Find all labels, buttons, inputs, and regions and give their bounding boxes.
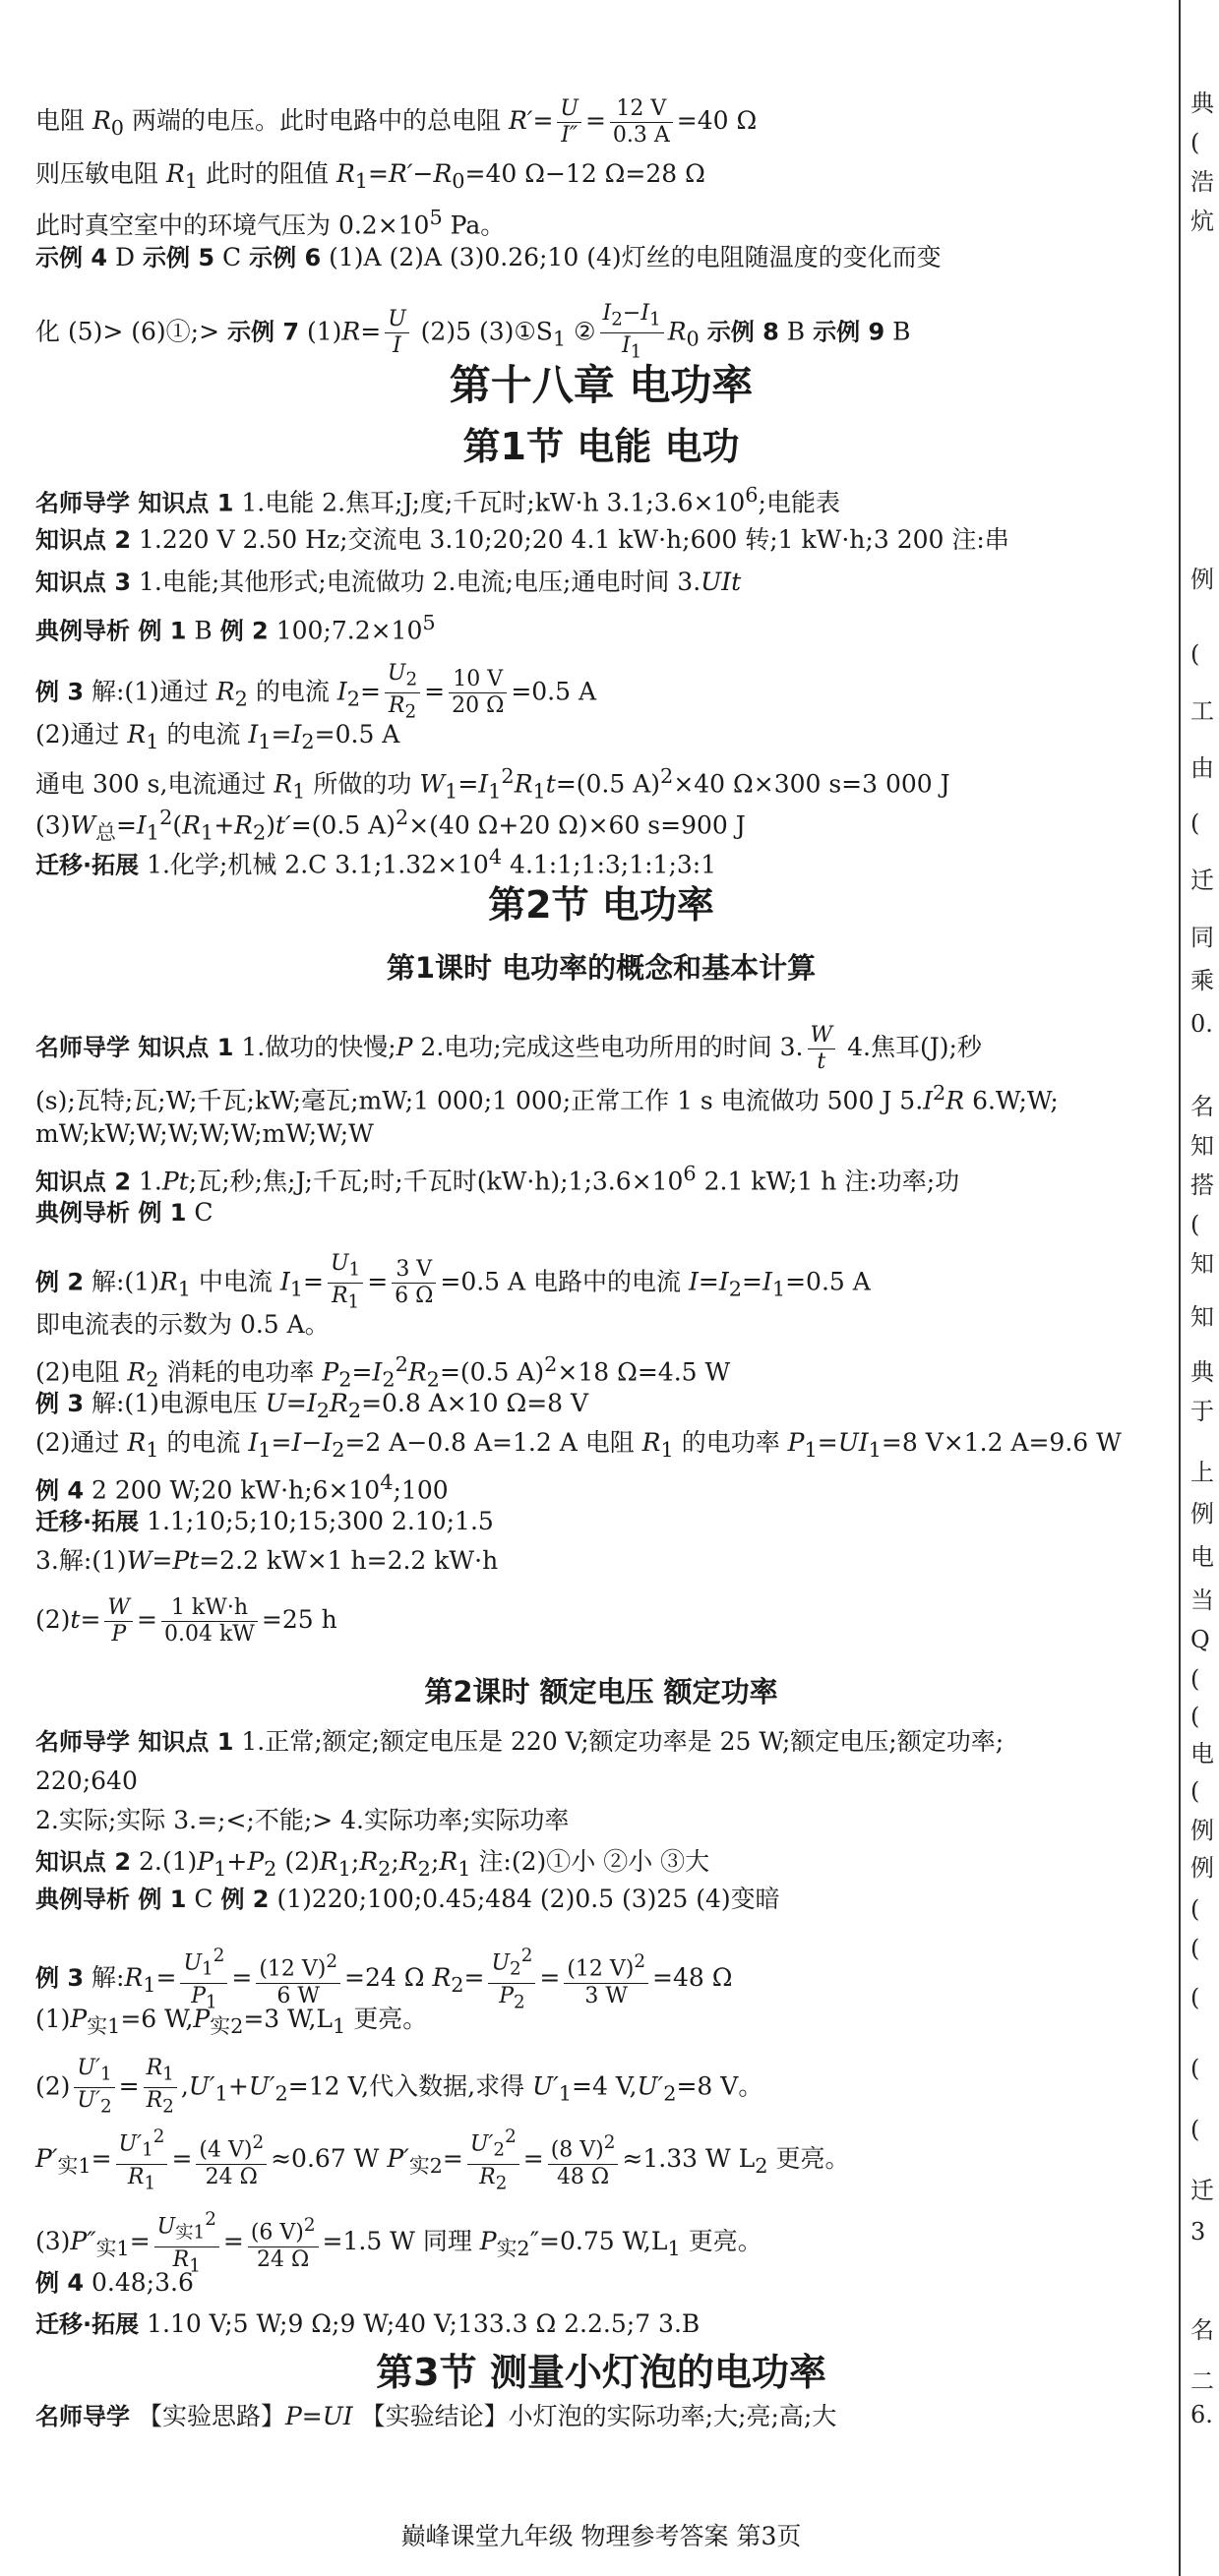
- fragment: (: [1190, 1984, 1200, 2011]
- text-line: 知识点 3 1.电能;其他形式;电流做功 2.电流;电压;通电时间 3.UIt: [35, 568, 742, 596]
- fragment: 迁: [1190, 2177, 1214, 2204]
- text-line: 3.解:(1)W=Pt=2.2 kW×1 h=2.2 kW·h: [35, 1546, 499, 1575]
- fragment: 0.: [1190, 1010, 1213, 1038]
- answer-page: [35, 0, 1167, 2576]
- text-line: 例 3 解$:R_1=$ $\frac{U_1^2}{P_1}$ = $\frac{(12 V)^2}{6 W}$ =24 Ω $R_2=$ $\frac{U_2^2}{P_2}$ = $\frac{(12 V)^2}{3 W}$ =48 Ω: [35, 1946, 733, 2013]
- section-title: 第2节 电功率: [488, 883, 714, 927]
- text-line: 名师导学 【实验思路】P=UI 【实验结论】小灯泡的实际功率;大;亮;高;大: [35, 2402, 837, 2430]
- text-line: 例 4 0.48;3.6: [35, 2268, 194, 2297]
- text-line: 则压敏电阻 $R_1$ 此时的阻值 $R_1=R'-R_0=40$ Ω−12 Ω=28 Ω: [35, 159, 705, 193]
- fragment: (: [1190, 2116, 1200, 2143]
- fragment: 例: [1190, 1500, 1214, 1528]
- text-line: 名师导学 知识点 1 1.做功的快慢;P 2.电功;完成这些电功所用的时间 3. $\frac{W}{t}$ 4.焦耳(J);秒: [35, 1023, 982, 1074]
- fragment: 于: [1190, 1398, 1214, 1425]
- text-line: 化 (5)> (6)①;> 示例 7 (1)R= $\frac{U}{I}$ (2)5 $(3)①S_1$ ② $\frac{I_2-I_1}{I_1}$ $R_0$ 示例 8 B 示例 9 B: [35, 301, 911, 363]
- text-line: 名师导学 知识点 1 1.电能 2.焦耳;J;度;千瓦时;kW·h $3.1;3.6\times 10^6$;电能表: [35, 483, 840, 517]
- text-line: $(3)W_总=I_1^2(R_1+R_2)t'=(0.5$ A)$^2$×(40 Ω+20 Ω)×60 s=900 J: [35, 806, 746, 845]
- text-line: 220;640: [35, 1767, 138, 1795]
- text-line: 迁移·拓展 1.10 V;5 W;9 Ω;9 W;40 V;133.3 Ω 2.2.5;7 3.B: [35, 2309, 701, 2338]
- section-title: 第1节 电能 电功: [462, 425, 740, 468]
- fragment: (: [1190, 640, 1200, 668]
- fragment: (: [1190, 1935, 1200, 1962]
- text-line: 即电流表的示数为 0.5 A。: [35, 1310, 330, 1339]
- text-line: $(1)P_{实1}=6$ $W,P_{实2}=3$ $W,L_1$ 更亮。: [35, 2005, 428, 2038]
- fragment: 知: [1190, 1303, 1214, 1331]
- text-line: 通电 300 s,电流通过 $R_1$ 所做的功 $W_1=I_1^2R_1t=(0.5$ A)$^2$×40 Ω×300 s=3 000 J: [35, 764, 950, 804]
- fragment: 例: [1190, 1854, 1214, 1882]
- text-line: 知识点 2 1.Pt;瓦;秒;焦;J;千瓦;时;千瓦时$(kW\cdot h);1;3.6\times 10^6$ 2.1 kW;1 h 注:功率;功: [35, 1162, 960, 1196]
- fragment: 3: [1190, 2218, 1206, 2246]
- text-line: 典例导析 例 1 B 例 2 $100;7.2\times 10^5$: [35, 611, 436, 645]
- fragment: 二: [1190, 2367, 1214, 2395]
- fragment: 典: [1190, 1358, 1214, 1386]
- fragment: 搭: [1190, 1171, 1214, 1199]
- chapter-title: 第十八章 电功率: [449, 361, 754, 409]
- fragment: 浩: [1190, 168, 1214, 196]
- text-line: 例 3 解:(1)电源电压 $U=I_2R_2=0.8$ A×10 Ω=8 V: [35, 1389, 589, 1422]
- fragment: 例: [1190, 1817, 1214, 1844]
- fragment: 工: [1190, 697, 1214, 725]
- column-divider: [1179, 0, 1181, 2576]
- text-line: $P'_{实1}=$ $\frac{U'_1^2}{R_1}$ = $\frac{(4 V)^2}{24 \Omega}$ ≈0.67 W $P'_{实2}=$ $\frac{U'_2^2}{R_2}$ = $\frac{(8 V)^2}{48 \Omega}$ ≈1.33 W $L_2$ 更亮。: [35, 2127, 850, 2194]
- fragment: 例: [1190, 566, 1214, 593]
- text-line: 名师导学 知识点 1 1.正常;额定;额定电压是 220 V;额定功率是 25 W;额定电压;额定功率;: [35, 1727, 1005, 1756]
- fragment: 名: [1190, 1093, 1214, 1120]
- text-line: (2)通过 $R_1$ 的电流 $I_1=I-I_2=2$ A−0.8 A=1.2 A 电阻 $R_1$ 的电功率 $P_1=UI_1=8$ V×1.2 A=9.6 W: [35, 1428, 1122, 1462]
- text-line: (s);瓦特;瓦;W;千瓦;kW;毫瓦;mW;1 000;1 000;正常工作 1 s 电流做功 500 J $5.I^2R$ 6.W;W;: [35, 1081, 1059, 1115]
- lesson-title: 第2课时 额定电压 额定功率: [424, 1675, 778, 1708]
- text-line: 电阻 $R_0$ 两端的电压。此时电路中的总电阻 R′= $\frac{U}{I''}$ = $\frac{12 V}{0.3 A}$ =40 Ω: [35, 96, 758, 148]
- fragment: 电: [1190, 1543, 1214, 1571]
- fragment: 同: [1190, 924, 1214, 951]
- fragment: (: [1190, 1665, 1200, 1693]
- fragment: (: [1190, 2055, 1200, 2082]
- text-line: (2) $\frac{U'_1}{U'_2}$ = $\frac{R_1}{R_2}$ $,U'_1+U'_2=12$ V,代入数据,求得 $U'_1=4$ $V,U'_2=8$ V。: [35, 2056, 763, 2118]
- text-line: 知识点 2 $2.(1)P_1+P_2$ $(2)R_1;R_2;R_2;R_1$ 注:(2)①小 ②小 ③大: [35, 1847, 710, 1881]
- fragment: (: [1190, 129, 1200, 156]
- page-footer: 巅峰课堂九年级 物理参考答案 第3页: [400, 2522, 802, 2550]
- fragment: 知: [1190, 1132, 1214, 1160]
- fragment: (: [1190, 809, 1200, 837]
- fragment: 迁: [1190, 867, 1214, 894]
- text-line: 典例导析 例 1 C: [35, 1198, 213, 1227]
- fragment: 上: [1190, 1459, 1214, 1486]
- section-title: 第3节 测量小灯泡的电功率: [376, 2351, 826, 2394]
- fragment: 乘: [1190, 967, 1214, 994]
- fragment: (: [1190, 1703, 1200, 1730]
- text-line: 例 4 2 200 W;20 $kW\cdot h;6\times 10^4;100$: [35, 1470, 449, 1505]
- fragment: 由: [1190, 754, 1214, 782]
- lesson-title: 第1课时 电功率的概念和基本计算: [386, 951, 817, 985]
- fragment: Q: [1190, 1626, 1210, 1653]
- text-line: 典例导析 例 1 C 例 2 (1)220;100;0.45;484 (2)0.5 (3)25 (4)变暗: [35, 1885, 780, 1913]
- fragment: (: [1190, 1211, 1200, 1238]
- fragment: 知: [1190, 1250, 1214, 1278]
- text-line: 2.实际;实际 3.=;<;不能;> 4.实际功率;实际功率: [35, 1806, 570, 1834]
- text-line: 此时真空室中的环境气压为 $0.2\times 10^5$ Pa。: [35, 206, 506, 240]
- text-line: (2)t= $\frac{W}{P}$ = $\frac{1 kW\cdot h}{0.04 kW}$ =25 h: [35, 1595, 337, 1647]
- text-line: 例 2 解$:(1)R_1$ 中电流 $I_1=$ $\frac{U_1}{R_1}$ = $\frac{3 V}{6 \Omega}$ =0.5 A 电路中的电流 $I=I_2=I_1=0.5$ A: [35, 1251, 871, 1313]
- text-line: 示例 4 D 示例 5 C 示例 6 (1)A (2)A (3)0.26;10 (4)灯丝的电阻随温度的变化而变: [35, 243, 942, 271]
- fragment: (: [1190, 1895, 1200, 1923]
- text-line: (2)电阻 $R_2$ 消耗的电功率 $P_2=I_2^2R_2=(0.5$ A)$^2$×18 Ω=4.5 W: [35, 1352, 731, 1392]
- fragment: 名: [1190, 2316, 1214, 2344]
- text-line: 迁移·拓展 1.化学;机械 2.C $3.1;1.32\times 10^4$ 4.1:1;1:3;1:1;3:1: [35, 845, 717, 879]
- text-line: (2)通过 $R_1$ 的电流 $I_1=I_2=0.5$ A: [35, 720, 400, 753]
- text-line: mW;kW;W;W;W;W;mW;W;W: [35, 1119, 374, 1148]
- text-line: 例 3 解:(1)通过 $R_2$ 的电流 $I_2=$ $\frac{U_2}{R_2}$ = $\frac{10 V}{20 \Omega}$ =0.5 A: [35, 661, 597, 723]
- text-line: $(3)P''_{实1}=$ $U_{实1}^2$ $R_1$ = $\frac{(6 V)^2}{24 \Omega}$ =1.5 W 同理 $P_{实2}''=0.75$ $W,L_1$ 更亮。: [35, 2209, 762, 2277]
- fragment: (: [1190, 1777, 1200, 1805]
- fragment: 炕: [1190, 208, 1214, 235]
- text-line: 迁移·拓展 1.1;10;5;10;15;300 2.10;1.5: [35, 1507, 494, 1535]
- fragment: 典: [1190, 90, 1214, 117]
- fragment: 电: [1190, 1740, 1214, 1767]
- fragment: 当: [1190, 1587, 1214, 1614]
- text-line: 知识点 2 1.220 V 2.50 Hz;交流电 3.10;20;20 4.1 kW·h;600 转;1 kW·h;3 200 注:串: [35, 525, 1009, 554]
- fragment: 6.: [1190, 2401, 1213, 2428]
